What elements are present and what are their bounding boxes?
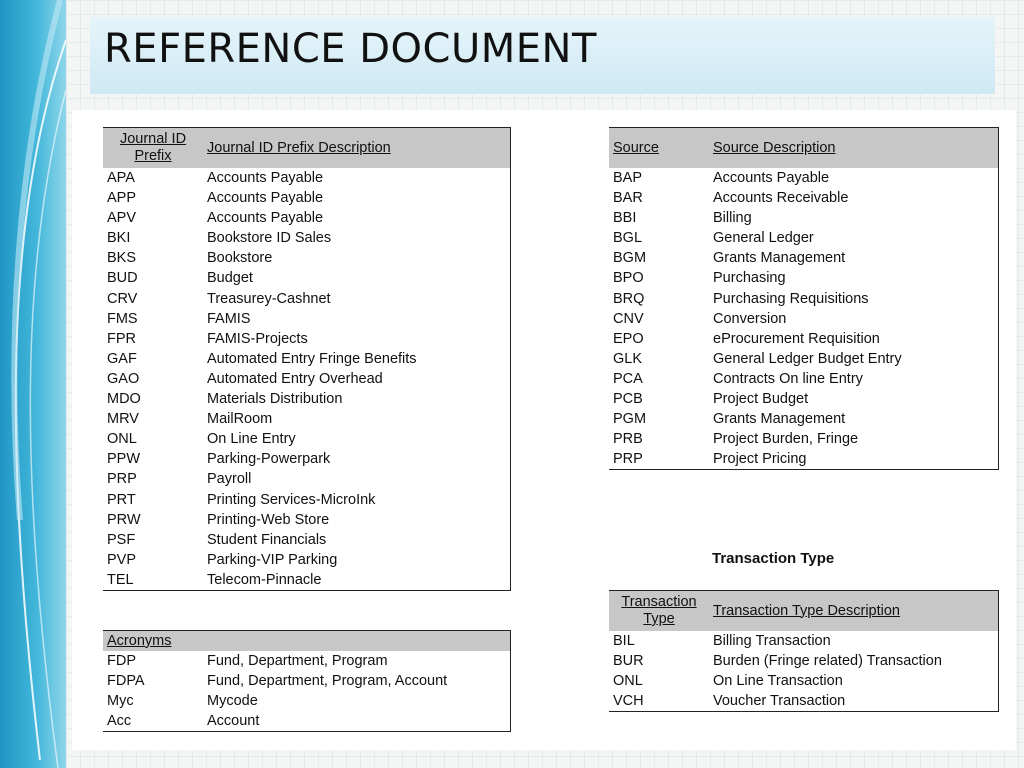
- journal-description: Budget: [207, 270, 253, 287]
- column-header-journal-description: Journal ID Prefix Description: [203, 128, 511, 169]
- table-row: [103, 248, 511, 268]
- table-header-row: [609, 591, 999, 632]
- source-code: PCB: [613, 391, 643, 408]
- journal-code: CRV: [107, 290, 138, 307]
- table-row: [103, 188, 511, 208]
- journal-code: GAO: [107, 370, 140, 387]
- source-code: BAR: [613, 190, 643, 207]
- table-row: [609, 309, 999, 329]
- journal-description: Treasurey-Cashnet: [207, 290, 331, 307]
- source-code: PGM: [613, 411, 647, 428]
- source-code: BGM: [613, 250, 647, 267]
- journal-code: PSF: [107, 531, 136, 548]
- source-code: CNV: [613, 310, 644, 327]
- journal-description: Bookstore: [207, 250, 273, 267]
- source-code: GLK: [613, 350, 643, 367]
- table-row: [103, 409, 511, 429]
- table-row: [103, 671, 511, 691]
- table-row: [609, 651, 999, 671]
- source-code: BRQ: [613, 290, 645, 307]
- source-description: Contracts On line Entry: [713, 370, 863, 387]
- source-code: EPO: [613, 330, 644, 347]
- source-code: BGL: [613, 230, 643, 247]
- transaction-code: ONL: [613, 673, 643, 690]
- acronyms-table: [103, 630, 511, 732]
- table-row: [609, 248, 999, 268]
- table-row: [609, 449, 999, 470]
- table-row: [103, 570, 511, 591]
- source-code: PCA: [613, 370, 643, 387]
- table-row: [609, 208, 999, 228]
- transaction-description: Voucher Transaction: [713, 693, 846, 710]
- journal-code: PRW: [107, 511, 141, 528]
- table-row: [103, 389, 511, 409]
- table-row: [609, 691, 999, 712]
- journal-code: FPR: [107, 330, 136, 347]
- column-header-source: Source: [609, 128, 709, 169]
- journal-description: Accounts Payable: [207, 210, 324, 227]
- journal-description: FAMIS: [207, 310, 251, 327]
- table-row: [609, 409, 999, 429]
- journal-code: BUD: [107, 270, 138, 287]
- source-code: BAP: [613, 170, 643, 186]
- journal-code: TEL: [107, 571, 134, 588]
- acronym-code: Myc: [107, 693, 134, 710]
- journal-description: On Line Entry: [207, 431, 296, 448]
- source-code: PRB: [613, 431, 643, 448]
- transaction-description: Billing Transaction: [713, 633, 831, 649]
- transaction-description: Burden (Fringe related) Transaction: [713, 653, 942, 670]
- source-description: eProcurement Requisition: [713, 330, 880, 347]
- source-code: BBI: [613, 210, 637, 227]
- source-description: Project Pricing: [713, 451, 807, 468]
- transaction-code: BUR: [613, 653, 644, 670]
- journal-code: BKS: [107, 250, 137, 267]
- source-table: [609, 127, 999, 470]
- table-row: [609, 168, 999, 188]
- journal-code: GAF: [107, 350, 137, 367]
- journal-description: Bookstore ID Sales: [207, 230, 332, 247]
- table-row: [609, 289, 999, 309]
- journal-description: Automated Entry Overhead: [207, 370, 383, 387]
- journal-code: PVP: [107, 551, 137, 568]
- table-row: [103, 429, 511, 449]
- journal-description: Printing-Web Store: [207, 511, 330, 528]
- source-description: Conversion: [713, 310, 787, 327]
- transaction-type-heading: Transaction Type: [712, 550, 835, 567]
- source-description: Accounts Payable: [713, 170, 830, 186]
- swoosh-decoration: [0, 0, 66, 768]
- table-row: [609, 429, 999, 449]
- transaction-type-table: [609, 590, 999, 712]
- journal-description: Parking-VIP Parking: [207, 551, 338, 568]
- table-row: [103, 711, 511, 732]
- source-description: General Ledger: [713, 230, 814, 247]
- source-description: Project Budget: [713, 391, 809, 408]
- slide-title: REFERENCE DOCUMENT: [104, 26, 597, 72]
- source-description: Purchasing Requisitions: [713, 290, 869, 307]
- acronym-description: Account: [207, 713, 260, 730]
- table-row: [103, 309, 511, 329]
- journal-code: ONL: [107, 431, 137, 448]
- table-row: [609, 188, 999, 208]
- table-row: [103, 228, 511, 248]
- source-description: General Ledger Budget Entry: [713, 350, 902, 367]
- journal-description: Materials Distribution: [207, 391, 343, 408]
- table-row: [103, 530, 511, 550]
- table-row: [609, 671, 999, 691]
- acronym-description: Mycode: [207, 693, 258, 710]
- journal-description: Accounts Payable: [207, 170, 324, 186]
- table-row: [609, 369, 999, 389]
- table-row: [103, 369, 511, 389]
- table-row: [103, 168, 511, 188]
- source-code: PRP: [613, 451, 643, 468]
- acronym-description: Fund, Department, Program: [207, 653, 388, 669]
- source-description: Grants Management: [713, 411, 846, 428]
- source-code: BPO: [613, 270, 644, 287]
- source-description: Purchasing: [713, 270, 786, 287]
- acronym-code: Acc: [107, 713, 132, 730]
- journal-description: Student Financials: [207, 531, 327, 548]
- journal-code: APA: [107, 170, 135, 186]
- table-row: [609, 268, 999, 288]
- transaction-description: On Line Transaction: [713, 673, 843, 690]
- journal-description: MailRoom: [207, 411, 273, 428]
- journal-code: PRP: [107, 471, 137, 488]
- table-row: [103, 651, 511, 671]
- table-row: [609, 389, 999, 409]
- journal-description: FAMIS-Projects: [207, 330, 308, 347]
- journal-code: APP: [107, 190, 137, 207]
- table-row: [103, 691, 511, 711]
- table-row: [103, 289, 511, 309]
- journal-code: PRT: [107, 491, 136, 508]
- journal-code: MDO: [107, 391, 141, 408]
- journal-code: APV: [107, 210, 137, 227]
- table-header-row: [103, 631, 511, 652]
- column-header-transaction-type: Transaction Type: [609, 591, 709, 632]
- table-row: [103, 490, 511, 510]
- source-description: Project Burden, Fringe: [713, 431, 859, 448]
- column-header-source-description: Source Description: [709, 128, 999, 169]
- journal-code: BKI: [107, 230, 131, 247]
- source-description: Accounts Receivable: [713, 190, 849, 207]
- table-row: [609, 631, 999, 651]
- journal-description: Automated Entry Fringe Benefits: [207, 350, 417, 367]
- table-row: [103, 329, 511, 349]
- table-row: [103, 208, 511, 228]
- source-description: Grants Management: [713, 250, 846, 267]
- journal-description: Payroll: [207, 471, 252, 488]
- table-row: [103, 469, 511, 489]
- journal-description: Printing Services-MicroInk: [207, 491, 376, 508]
- journal-code: PPW: [107, 451, 141, 468]
- transaction-code: BIL: [613, 633, 635, 649]
- acronym-description: Fund, Department, Program, Account: [207, 673, 448, 690]
- table-row: [609, 228, 999, 248]
- acronym-code: FDP: [107, 653, 136, 669]
- column-header-transaction-description: Transaction Type Description: [709, 591, 999, 632]
- journal-description: Parking-Powerpark: [207, 451, 331, 468]
- journal-description: Telecom-Pinnacle: [207, 571, 322, 588]
- table-row: [609, 329, 999, 349]
- column-header-journal-prefix: Journal ID Prefix: [103, 128, 203, 169]
- table-header-row: [609, 128, 999, 169]
- source-description: Billing: [713, 210, 752, 227]
- journal-prefix-table: [103, 127, 511, 591]
- table-row: [103, 268, 511, 288]
- table-row: [609, 349, 999, 369]
- acronym-code: FDPA: [107, 673, 145, 690]
- journal-description: Accounts Payable: [207, 190, 324, 207]
- table-header-row: [103, 128, 511, 169]
- column-header-acronyms: Acronyms: [103, 631, 511, 652]
- transaction-code: VCH: [613, 693, 644, 710]
- journal-code: MRV: [107, 411, 139, 428]
- table-row: [103, 550, 511, 570]
- table-row: [103, 449, 511, 469]
- table-row: [103, 510, 511, 530]
- journal-code: FMS: [107, 310, 138, 327]
- table-row: [103, 349, 511, 369]
- decorative-side-band: [0, 0, 66, 768]
